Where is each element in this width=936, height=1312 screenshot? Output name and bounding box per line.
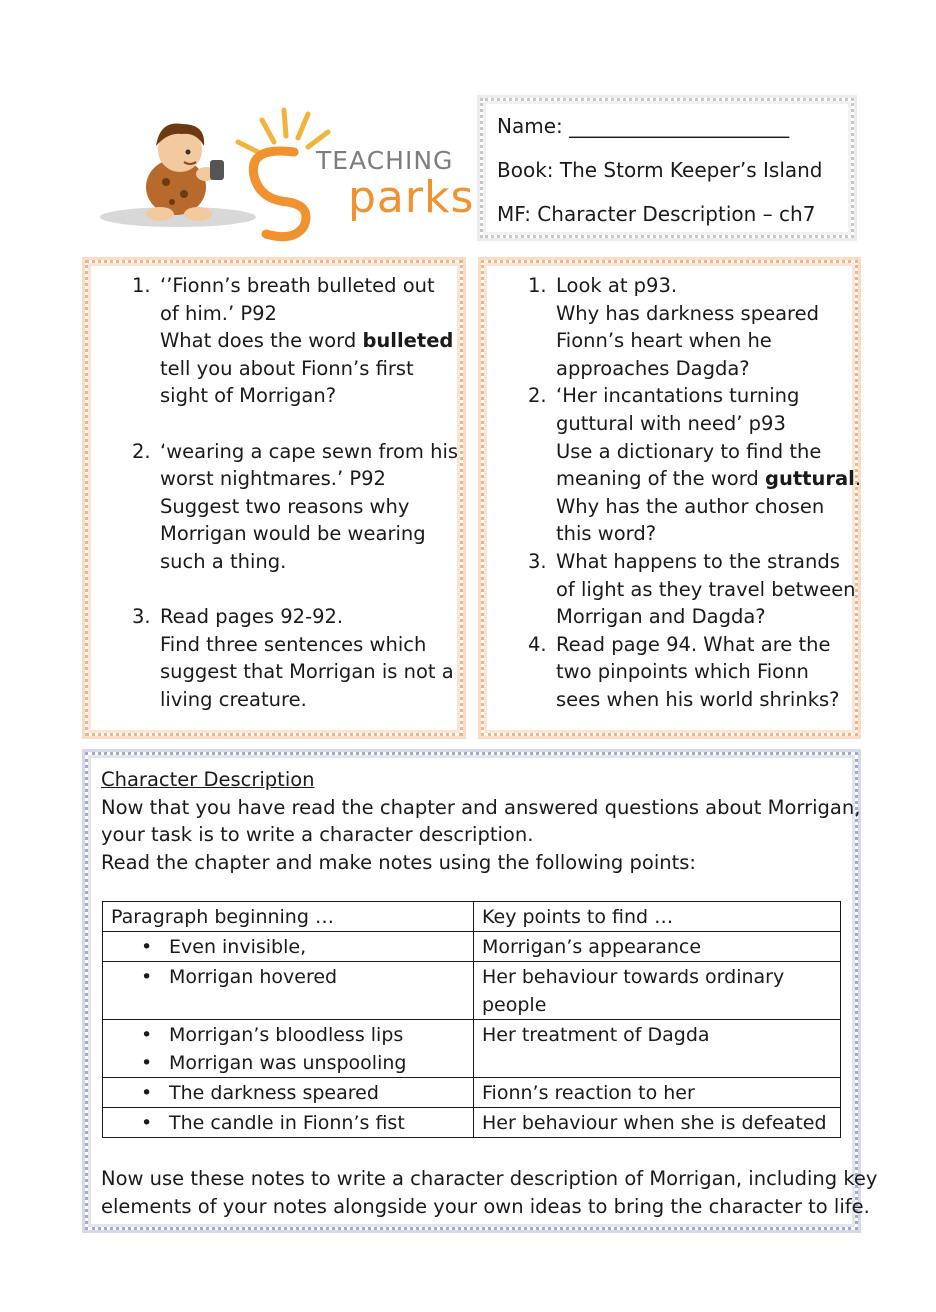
spacer — [132, 410, 458, 438]
question-line: Read page 94. What are the — [556, 632, 831, 656]
logo-word-parks: parks — [348, 172, 475, 223]
question-line: tell you about Fionn’s first — [160, 356, 414, 380]
question-number: 1. — [132, 274, 151, 297]
questions-box-left — [85, 260, 463, 736]
key-point: Her behaviour towards ordinary — [482, 966, 785, 988]
question-line: Use a dictionary to find the — [556, 439, 822, 463]
key-point: people — [482, 994, 547, 1016]
book-title: Book: The Storm Keeper’s Island — [497, 158, 823, 182]
question-line: approaches Dagda? — [556, 356, 750, 380]
question-line: Read pages 92-92. — [160, 605, 344, 629]
table-cell — [474, 1108, 841, 1138]
key-point: Her behaviour when she is defeated — [482, 1112, 827, 1134]
question-line: of light as they travel between — [556, 577, 856, 601]
worksheet-title: MF: Character Description – ch7 — [497, 202, 816, 226]
logo-word-teaching: TEACHING — [316, 146, 454, 175]
question-line: suggest that Morrigan is not a — [160, 660, 454, 684]
spacer — [132, 576, 458, 604]
key-point: Her treatment of Dagda — [482, 1024, 710, 1046]
table-cell — [103, 962, 474, 1020]
table-cell — [103, 1020, 474, 1078]
question-number: 2. — [528, 384, 547, 408]
question-line: ‘wearing a cape sewn from his — [160, 439, 459, 463]
table-cell — [103, 932, 474, 962]
bullet-item: • Morrigan was unspooling — [111, 1049, 465, 1077]
notes-table — [102, 901, 841, 1138]
question-line: Suggest two reasons why — [160, 494, 410, 518]
question-line: sight of Morrigan? — [160, 384, 337, 408]
table-row — [103, 1108, 841, 1138]
question-line: Find three sentences which — [160, 632, 427, 656]
question-line: Why has the author chosen — [556, 494, 825, 518]
bullet-item: • Morrigan’s bloodless lips — [111, 1021, 465, 1049]
table-cell — [103, 1078, 474, 1108]
question-line — [556, 465, 861, 493]
question-line: Fionn’s heart when he — [556, 329, 772, 353]
table-row — [103, 932, 841, 962]
question-text: What does the word — [160, 329, 363, 353]
table-row — [103, 962, 841, 1020]
question-line: Morrigan and Dagda? — [556, 605, 766, 629]
task-intro-line: your task is to write a character description. — [101, 823, 534, 847]
question-text: . — [854, 467, 862, 491]
bullet-item: • The candle in Fionn’s fist — [111, 1109, 465, 1137]
question-line: two pinpoints which Fionn — [556, 660, 809, 684]
question-item — [528, 382, 861, 548]
question-line: sees when his world shrinks? — [556, 687, 840, 711]
table-cell — [474, 932, 841, 962]
table-header: Paragraph beginning … — [103, 902, 474, 932]
question-item — [528, 631, 861, 714]
task-outro-line: Now use these notes to write a character description of Morrigan, including key — [101, 1167, 878, 1190]
question-line: worst nightmares.’ P92 — [160, 467, 386, 491]
question-list-left — [132, 272, 458, 714]
table-row — [103, 1078, 841, 1108]
table-header: Key points to find … — [474, 902, 841, 932]
question-item — [132, 272, 458, 410]
task-intro-line: Now that you have read the chapter and answered questions about Morrigan, — [101, 795, 861, 819]
question-line: living creature. — [160, 687, 307, 711]
question-number: 2. — [132, 439, 151, 463]
task-heading: Character Description — [101, 768, 315, 791]
table-header-row — [103, 902, 841, 932]
question-number: 4. — [528, 632, 547, 656]
task-outro-line: elements of your notes alongside your own ideas to bring the character to life. — [101, 1194, 870, 1218]
table-cell — [103, 1108, 474, 1138]
table-cell — [474, 1078, 841, 1108]
name-field[interactable]: Name: ______________________ — [497, 114, 790, 138]
key-word: bulleted — [362, 329, 454, 353]
question-line: What happens to the strands — [556, 549, 840, 573]
questions-box-right — [481, 260, 862, 736]
question-line: such a thing. — [160, 549, 287, 573]
table-cell — [474, 962, 841, 1020]
question-number: 3. — [132, 605, 151, 629]
question-number: 1. — [528, 274, 547, 297]
question-line — [160, 327, 458, 355]
table-cell — [474, 1020, 841, 1078]
question-line: ‘’Fionn’s breath bulleted out — [160, 274, 435, 297]
bullet-item: • Morrigan hovered — [111, 963, 465, 991]
table-row — [103, 1020, 841, 1078]
question-list-right — [528, 272, 861, 714]
question-line: this word? — [556, 522, 657, 546]
bullet-item: • Even invisible, — [111, 933, 465, 961]
question-text: meaning of the word — [556, 467, 765, 491]
question-item — [528, 548, 861, 631]
key-point: Morrigan’s appearance — [482, 936, 702, 958]
key-word: guttural — [764, 467, 855, 491]
question-line: Why has darkness speared — [556, 301, 820, 325]
question-line: guttural with need’ p93 — [556, 411, 786, 435]
question-item — [132, 603, 458, 713]
student-info-box — [480, 98, 854, 238]
question-item — [132, 438, 458, 576]
question-line: ‘Her incantations turning — [556, 384, 800, 408]
question-item — [528, 272, 861, 382]
character-description-task — [85, 752, 878, 1230]
question-line: of him.’ P92 — [160, 301, 277, 325]
question-line: Morrigan would be wearing — [160, 522, 426, 546]
teaching-sparks-logo — [98, 102, 475, 244]
bullet-item: • The darkness speared — [111, 1079, 465, 1107]
question-number: 3. — [528, 549, 547, 573]
key-point: Fionn’s reaction to her — [482, 1082, 695, 1104]
question-line: Look at p93. — [556, 274, 678, 297]
task-intro-line: Read the chapter and make notes using the following points: — [101, 850, 696, 874]
